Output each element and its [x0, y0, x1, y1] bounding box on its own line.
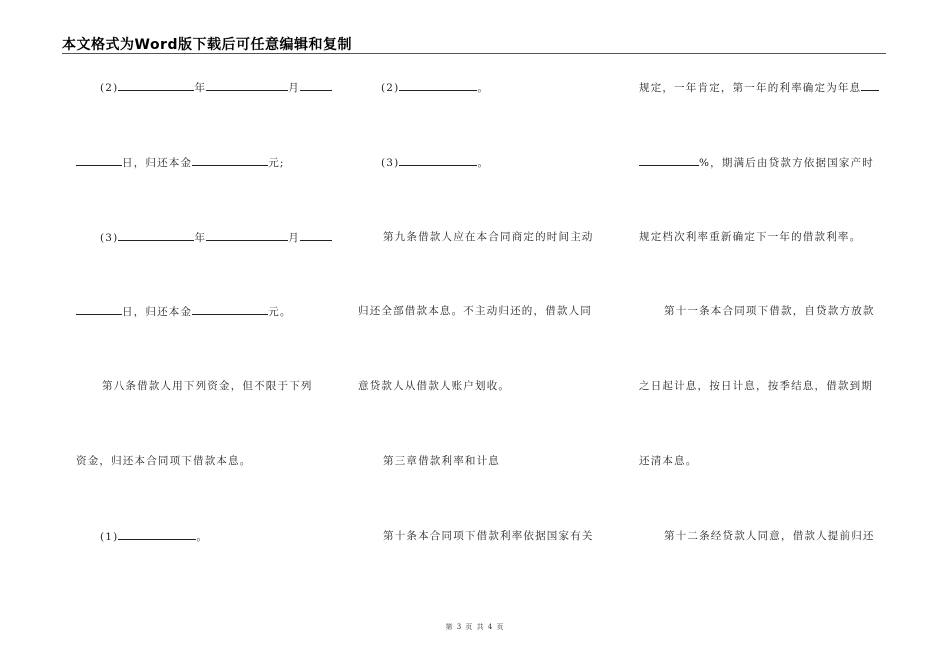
header-title: 本文格式为Word版下载后可任意编辑和复制: [62, 37, 352, 53]
col2-section-heading: 第三章借款利率和计息: [383, 455, 500, 467]
col2-line-2: (3) 。: [381, 157, 490, 169]
col2-line-5: 意贷款人从借款人账户划收。: [358, 380, 511, 392]
col3-line-7: 第十二条经贷款人同意，借款人提前归还: [664, 530, 875, 542]
col3-line-4: 第十一条本合同项下借款，自贷款方放款: [664, 305, 875, 317]
header-rule: [62, 53, 886, 54]
col2-line-1: (2) 。: [381, 82, 490, 94]
col2-line-7: 第十条本合同项下借款利率依据国家有关: [383, 530, 594, 542]
col1-line-7: (1) 。: [100, 531, 209, 543]
col3-line-5: 之日起计息，按日计息，按季结息，借款到期: [639, 380, 873, 392]
page-number: 第 3 页 共 4 页: [445, 623, 505, 631]
col2-line-3: 第九条借款人应在本合同商定的时间主动: [383, 231, 594, 243]
col1-line-5: 第八条借款人用下列资金，但不限于下列: [102, 380, 313, 392]
col3-line-6: 还清本息。: [639, 455, 698, 467]
col1-line-6: 资金，归还本合同项下借款本息。: [76, 455, 252, 467]
col1-line-3: (3) 年 月: [100, 230, 332, 245]
col1-line-1: (2) 年 月: [100, 80, 332, 95]
col1-line-4: 日，归还本金 元。: [76, 304, 292, 319]
col3-line-1: 规定，一年肯定，第一年的利率确定为年息: [639, 80, 879, 95]
col3-line-2: %，期满后由贷款方依据国家产时: [639, 155, 874, 170]
col3-line-3: 规定档次利率重新确定下一年的借款利率。: [639, 231, 862, 243]
col2-line-4: 归还全部借款本息。不主动归还的，借款人同: [358, 305, 592, 317]
col1-line-2: 日，归还本金 元;: [76, 155, 285, 170]
